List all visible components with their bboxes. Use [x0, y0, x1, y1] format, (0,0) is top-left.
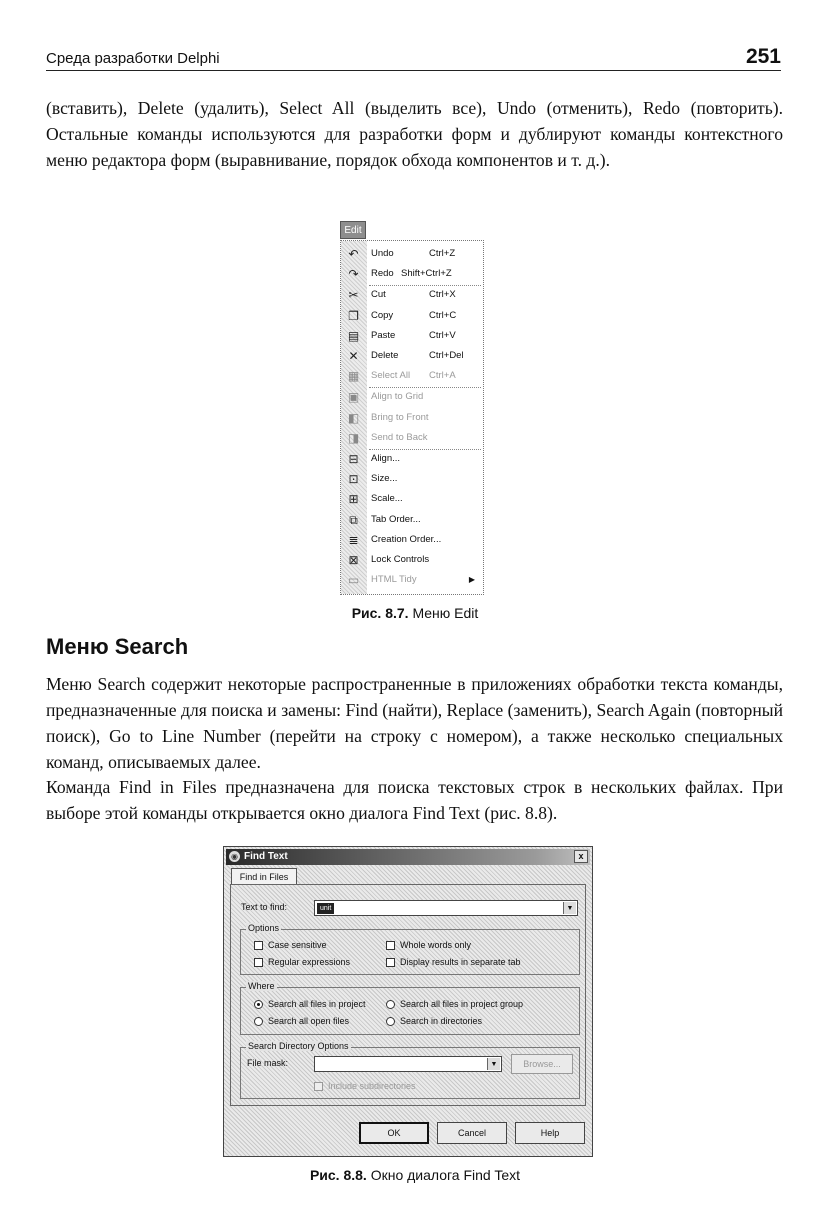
paragraph-intro: (вставить), Delete (удалить), Select All (выделить все), Undo (отменить), Redo (повторить). Остальные команды используются для разработки форм и дублируют команды контекстного меню редактора форм (выравнивание, порядок обхода компонентов и т. д.). [46, 98, 783, 170]
menu-item-cut[interactable] [341, 285, 483, 305]
where-directories-label: Search in directories [400, 1016, 483, 1026]
undo-icon: ↶ [348, 247, 359, 261]
send-back-icon: ◨ [347, 430, 360, 445]
html-tidy-icon: ▭ [347, 573, 360, 588]
menu-item-label: Cut [371, 289, 386, 301]
delphi-app-icon: ◉ [229, 851, 240, 862]
figure-8-7-caption [290, 605, 540, 621]
paragraph-find-in-files: Команда Find in Files предназначена для поиска текстовых строк в нескольких файлах. При выборе этой команды открывается окно диалога Find Text (рис. 8.8). [46, 777, 783, 823]
menu-item-shortcut: Ctrl+V [429, 329, 456, 341]
where-directories-radio[interactable] [386, 1017, 395, 1026]
figure-8-8-caption [250, 1167, 580, 1183]
include-subdirs-checkbox[interactable] [314, 1082, 323, 1091]
display-results-checkbox[interactable] [386, 958, 395, 967]
menu-item-align[interactable] [341, 449, 483, 469]
dialog-titlebar [226, 849, 590, 865]
menu-item-label: Bring to Front [371, 411, 429, 423]
menu-item-delete[interactable] [341, 346, 483, 366]
submenu-arrow-icon: ▶ [468, 575, 475, 585]
where-project-group-label: Search all files in project group [400, 999, 524, 1009]
include-subdirs-label: Include subdirectories [328, 1081, 416, 1091]
where-open-files-radio[interactable] [254, 1017, 263, 1026]
close-button[interactable]: x [574, 850, 588, 863]
menu-item-label: Creation Order... [371, 533, 442, 545]
menu-item-label: Send to Back [371, 431, 428, 443]
menu-item-lock-controls[interactable] [341, 550, 483, 570]
where-open-files-label: Search all open files [268, 1016, 350, 1026]
text-to-find-combo[interactable] [314, 900, 578, 916]
scale-icon: ⊞ [348, 492, 359, 507]
align-icon: ⊟ [348, 452, 359, 466]
file-mask-label: File mask: [247, 1058, 289, 1068]
find-in-files-panel [230, 884, 586, 1106]
dialog-title: Find Text [244, 851, 288, 862]
where-project-label: Search all files in project [268, 999, 366, 1009]
select-all-icon: ▦ [347, 369, 360, 384]
menu-item-select-all[interactable] [341, 366, 483, 386]
where-project-radio[interactable] [254, 1000, 263, 1009]
display-results-label: Display results in separate tab [400, 957, 521, 967]
scissors-icon: ✂ [348, 288, 359, 303]
directory-options-group [240, 1041, 580, 1099]
menu-item-label: Tab Order... [371, 513, 421, 525]
tab-order-icon: ⧉ [349, 512, 358, 527]
menu-item-label: Delete [371, 350, 399, 361]
menu-item-label: Undo [371, 248, 394, 259]
menu-item-label: Redo [371, 268, 394, 280]
creation-order-icon: ≣ [348, 532, 359, 547]
figure-8-8-caption-text: Окно диалога Find Text [366, 1167, 521, 1183]
page-number: 251 [745, 45, 781, 68]
menu-item-align-to-grid[interactable] [341, 387, 483, 407]
figure-8-8-caption-label: Рис. 8.8. [309, 1167, 367, 1183]
copy-icon: ❐ [348, 308, 359, 323]
ok-button[interactable]: OK [359, 1122, 429, 1144]
menu-item-paste[interactable] [341, 326, 483, 346]
menu-item-shortcut: Ctrl+C [429, 309, 457, 321]
section-heading: Меню Search [46, 634, 189, 659]
figure-8-7-caption-text: Меню Edit [408, 605, 479, 621]
menu-item-label: Align to Grid [371, 391, 424, 403]
menu-item-scale[interactable] [341, 489, 483, 509]
options-group-label: Options [248, 923, 280, 933]
regular-expressions-label: Regular expressions [268, 957, 351, 967]
cancel-button[interactable]: Cancel [437, 1122, 507, 1144]
menu-item-redo[interactable] [341, 264, 483, 284]
text-to-find-label: Text to find: [241, 902, 288, 912]
menu-item-shortcut: Ctrl+Del [429, 350, 464, 361]
menu-item-send-to-back[interactable] [341, 428, 483, 448]
menu-item-shortcut: Ctrl+X [429, 289, 456, 301]
figure-8-7-caption-label: Рис. 8.7. [351, 605, 409, 621]
tab-find-in-files[interactable]: Find in Files [231, 868, 297, 885]
menu-item-label: HTML Tidy [371, 574, 417, 586]
where-group-label: Where [248, 981, 275, 991]
menu-item-size[interactable] [341, 469, 483, 489]
menu-item-bring-to-front[interactable] [341, 408, 483, 428]
menu-item-label: Align... [371, 453, 401, 464]
text-to-find-value: unit [317, 903, 334, 914]
browse-button[interactable]: Browse... [511, 1054, 573, 1074]
regular-expressions-checkbox[interactable] [254, 958, 263, 967]
whole-words-label: Whole words only [400, 940, 472, 950]
help-button[interactable]: Help [515, 1122, 585, 1144]
lock-icon: ⊠ [348, 553, 359, 567]
menu-item-label: Paste [371, 329, 396, 341]
case-sensitive-label: Case sensitive [268, 940, 327, 950]
menu-item-shortcut: Shift+Ctrl+Z [401, 268, 452, 280]
delete-icon: ✕ [348, 349, 359, 363]
edit-menu-figure [340, 221, 484, 595]
menu-item-undo[interactable] [341, 244, 483, 264]
align-grid-icon: ▣ [347, 390, 360, 405]
chevron-down-icon[interactable]: ▼ [563, 902, 576, 914]
options-group [240, 923, 580, 975]
find-text-dialog [223, 846, 593, 1157]
paragraph-search-intro: Меню Search содержит некоторые распространенные в приложениях обработки текста команды, предназначенные для поиска и замены: Find (найти), Replace (заменить), Search Again (повторный поиск), Go to Line Number (перейти на строку с номером), а также несколько специальных команд, описываемых далее. [46, 674, 783, 772]
menu-item-shortcut: Ctrl+Z [429, 248, 456, 259]
paste-icon: ▤ [347, 328, 360, 343]
file-mask-combo[interactable] [314, 1056, 502, 1072]
menu-item-creation-order[interactable] [341, 530, 483, 550]
menu-item-label: Scale... [371, 493, 403, 505]
whole-words-checkbox[interactable] [386, 941, 395, 950]
size-icon: ⊡ [348, 472, 359, 487]
bring-front-icon: ◧ [347, 410, 360, 425]
directory-options-label: Search Directory Options [248, 1041, 349, 1051]
edit-menu-dropdown [340, 240, 484, 595]
menu-item-html-tidy[interactable] [341, 570, 483, 590]
menu-item-copy[interactable] [341, 306, 483, 326]
case-sensitive-checkbox[interactable] [254, 941, 263, 950]
running-head [46, 44, 781, 71]
menu-item-label: Copy [371, 309, 394, 321]
edit-menu-title[interactable]: Edit [340, 221, 366, 239]
menu-item-label: Size... [371, 473, 398, 485]
menu-item-label: Lock Controls [371, 554, 430, 565]
menu-item-label: Select All [371, 370, 411, 382]
where-project-group-radio[interactable] [386, 1000, 395, 1009]
menu-item-tab-order[interactable] [341, 510, 483, 530]
chevron-down-icon[interactable]: ▼ [487, 1058, 500, 1070]
where-group [240, 981, 580, 1035]
menu-item-shortcut: Ctrl+A [429, 370, 456, 382]
redo-icon: ↷ [348, 267, 359, 282]
running-title: Среда разработки Delphi [46, 50, 220, 67]
